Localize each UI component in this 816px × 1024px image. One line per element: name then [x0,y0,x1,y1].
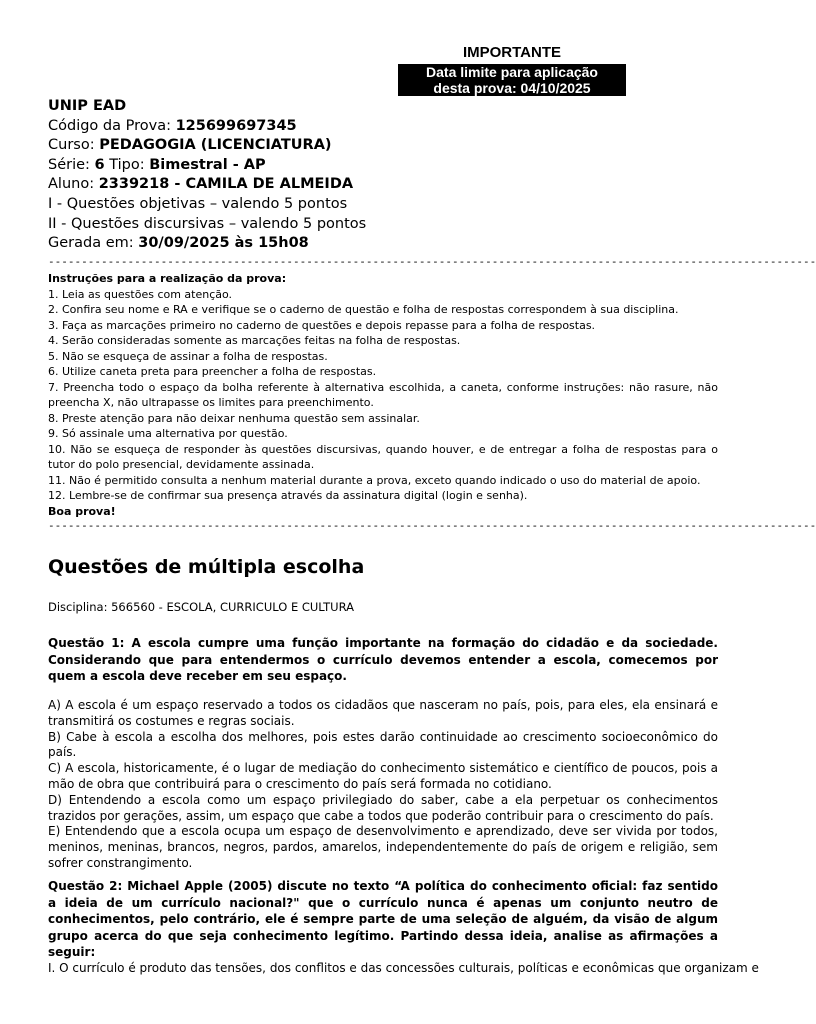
instruction-item: 1. Leia as questões com atenção. [48,287,233,301]
instruction-item: 10. Não se esqueça de responder às questões discursivas, quando houver, e de entregar a folha de respostas para o tutor do polo presencial, devidamente assinada. [48,442,718,471]
section-title: Questões de múltipla escolha [48,556,365,578]
part-objective: I - Questões objetivas – valendo 5 pontos [48,195,348,212]
question-1-options [48,698,718,872]
exam-code [48,117,366,137]
org-name: UNIP EAD [48,98,127,114]
option-e[interactable]: E) Entendendo que a escola ocupa um espaço de desenvolvimento e aprendizado, deve ser vivida por todos, meninos, meninas, brancos, negros, pardos, amarelos, independentemente do país de origem e religião, sem sofrer constrangimento. [48,824,718,870]
type-value: Bimestral - AP [149,156,266,173]
student [48,175,366,195]
option-d[interactable]: D) Entendendo a escola como um espaço privilegiado do saber, cabe a ela perpetuar os conhecimentos trazidos por gerações, assim, um espaço que cabe a todos que poderão contribuir para o crescimento do país. [48,792,718,823]
generated-value: 30/09/2025 às 15h08 [138,235,309,252]
instructions-closing: Boa prova! [48,504,116,518]
part-discursive: II - Questões discursivas – valendo 5 pontos [48,215,367,232]
separator-bottom: -------------------------------------------------------------------------------------------------------------------- [48,519,816,532]
separator-top: -------------------------------------------------------------------------------------------------------------------- [48,255,816,268]
deadline-banner [398,64,626,96]
generated-at [48,234,366,254]
student-label: Aluno: [48,176,99,193]
exam-header [48,97,366,254]
instruction-item: 3. Faça as marcações primeiro no caderno de questões e depois repasse para a folha de respostas. [48,318,596,332]
instructions [48,271,718,519]
exam-code-value: 125699697345 [175,117,297,134]
instruction-item: 8. Preste atenção para não deixar nenhuma questão sem assinalar. [48,411,420,425]
exam-code-label: Código da Prova: [48,117,176,134]
type-label: Tipo: [104,156,150,173]
instruction-item: 6. Utilize caneta preta para preencher a folha de respostas. [48,365,377,378]
question-1-text: Questão 1: A escola cumpre uma função importante na formação do cidadão e da sociedade. Considerando que para entendermos o currículo devemos entender a escola, comecemos por quem a escola deve receber em seu espaço. [48,636,718,683]
option-c[interactable]: C) A escola, historicamente, é o lugar de mediação do conhecimento sistemático e científico de poucos, pois a mão de obra que contribuirá para o crescimento do país será formada no cotidiano. [48,761,718,791]
series-value: 6 [94,156,105,173]
instruction-item: 12. Lembre-se de confirmar sua presença através da assinatura digital (login e senha). [48,489,528,502]
important-title: IMPORTANTE [462,44,562,61]
option-a[interactable]: A) A escola é um espaço reservado a todos os cidadãos que nasceram no país, pois, para eles, ela ensinará e transmitirá os costumes e regras sociais. [48,698,718,728]
student-value: 2339218 - CAMILA DE ALMEIDA [98,176,354,193]
series-type [48,156,366,176]
course-value: PEDAGOGIA (LICENCIATURA) [99,137,332,154]
course-label: Curso: [48,137,100,154]
series-label: Série: [48,156,95,173]
generated-label: Gerada em: [48,235,139,252]
deadline-line-1: Data limite para aplicação [426,64,598,80]
question-2-text: Questão 2: Michael Apple (2005) discute no texto “A política do conhecimento oficial: faz sentido a ideia de um currículo nacional?" que o currículo nunca é apenas um conjunto neutro de conhecimentos, pelo contrário, ele é sempre parte de uma seleção de alguém, da visão de algum grupo acerca do que seja conhecimento legítimo. Partindo dessa ideia, analise as afirmações a seguir: [48,879,718,959]
option-b[interactable]: B) Cabe à escola a escolha dos melhores, pois estes darão continuidade ao crescimento socioeconômico do país. [48,729,718,760]
question-2-statement-1: I. O currículo é produto das tensões, dos conflitos e das concessões culturais, políticas e econômicas que organizam e [48,961,759,975]
instruction-item: 11. Não é permitido consulta a nenhum material durante a prova, exceto quando indicado o uso do material de apoio. [48,473,701,487]
deadline-line-2: desta prova: 04/10/2025 [433,80,591,96]
discipline: Disciplina: 566560 - ESCOLA, CURRICULO E CULTURA [48,600,354,614]
instruction-item: 4. Serão consideradas somente as marcações feitas na folha de respostas. [48,334,461,347]
instruction-item: 9. Só assinale uma alternativa por questão. [48,427,288,440]
instruction-item: 5. Não se esqueça de assinar a folha de respostas. [48,349,328,363]
instruction-item: 2. Confira seu nome e RA e verifique se o caderno de questão e folha de respostas correspondem à sua disciplina. [48,303,679,316]
instruction-item: 7. Preencha todo o espaço da bolha referente à alternativa escolhida, a caneta, conforme instruções: não rasure, não preencha X, não ultrapasse os limites para preenchimento. [48,380,718,409]
course [48,136,366,156]
instructions-title: Instruções para a realização da prova: [48,272,287,285]
